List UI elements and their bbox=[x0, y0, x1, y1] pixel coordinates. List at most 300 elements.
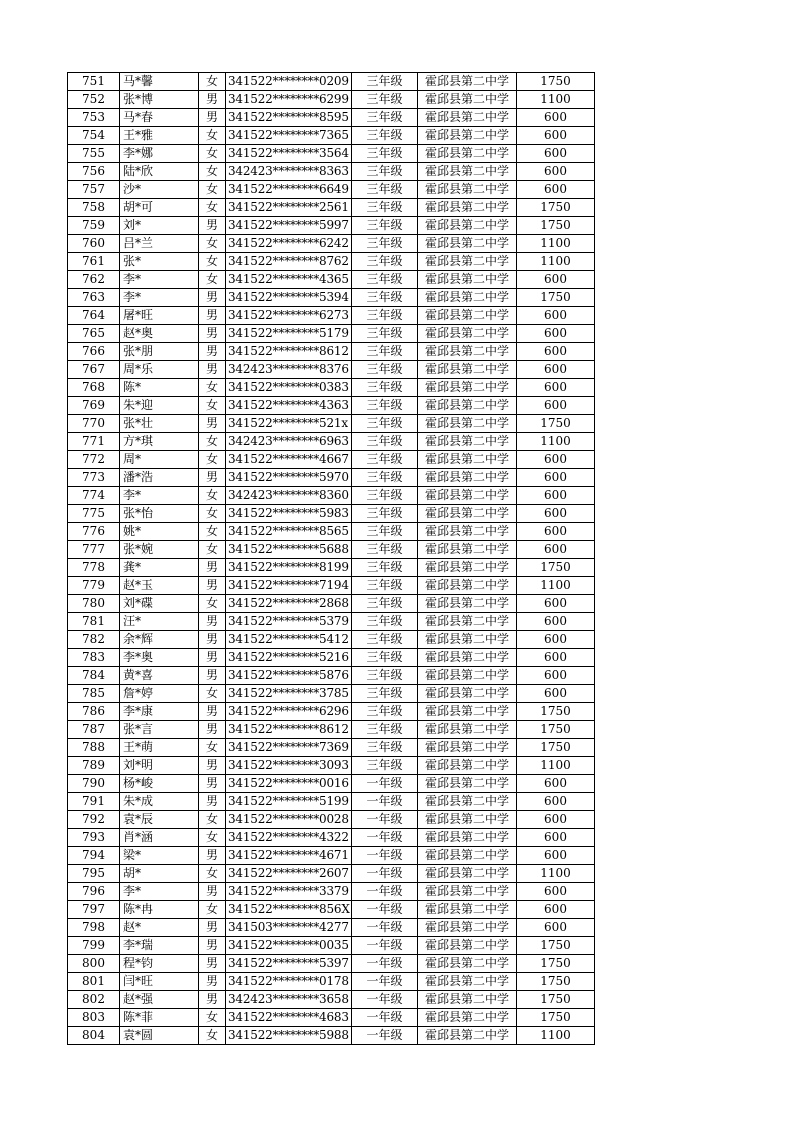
row-number-cell: 771 bbox=[68, 433, 120, 451]
row-number-cell: 763 bbox=[68, 289, 120, 307]
school-cell: 霍邱县第二中学 bbox=[418, 523, 517, 541]
row-number-cell: 770 bbox=[68, 415, 120, 433]
gender-cell: 女 bbox=[199, 199, 226, 217]
row-number-cell: 753 bbox=[68, 109, 120, 127]
id-number-cell: 342423********8376 bbox=[226, 361, 352, 379]
id-number-cell: 341522********6296 bbox=[226, 703, 352, 721]
row-number-cell: 758 bbox=[68, 199, 120, 217]
gender-cell: 女 bbox=[199, 397, 226, 415]
amount-cell: 600 bbox=[517, 505, 595, 523]
amount-cell: 600 bbox=[517, 487, 595, 505]
school-cell: 霍邱县第二中学 bbox=[418, 595, 517, 613]
row-number-cell: 752 bbox=[68, 91, 120, 109]
table-row bbox=[68, 361, 595, 379]
grade-cell: 一年级 bbox=[352, 865, 418, 883]
school-cell: 霍邱县第二中学 bbox=[418, 469, 517, 487]
school-cell: 霍邱县第二中学 bbox=[418, 289, 517, 307]
grade-cell: 三年级 bbox=[352, 649, 418, 667]
student-name-cell: 袁*圆 bbox=[120, 1027, 199, 1045]
id-number-cell: 341522********7194 bbox=[226, 577, 352, 595]
grade-cell: 一年级 bbox=[352, 973, 418, 991]
row-number-cell: 797 bbox=[68, 901, 120, 919]
amount-cell: 600 bbox=[517, 793, 595, 811]
amount-cell: 600 bbox=[517, 595, 595, 613]
row-number-cell: 804 bbox=[68, 1027, 120, 1045]
school-cell: 霍邱县第二中学 bbox=[418, 73, 517, 91]
gender-cell: 男 bbox=[199, 757, 226, 775]
amount-cell: 1750 bbox=[517, 199, 595, 217]
gender-cell: 女 bbox=[199, 1027, 226, 1045]
school-cell: 霍邱县第二中学 bbox=[418, 325, 517, 343]
id-number-cell: 341522********0209 bbox=[226, 73, 352, 91]
table-row bbox=[68, 973, 595, 991]
id-number-cell: 341522********5179 bbox=[226, 325, 352, 343]
row-number-cell: 786 bbox=[68, 703, 120, 721]
gender-cell: 男 bbox=[199, 775, 226, 793]
student-name-cell: 赵*玉 bbox=[120, 577, 199, 595]
table-row bbox=[68, 541, 595, 559]
amount-cell: 1100 bbox=[517, 577, 595, 595]
amount-cell: 600 bbox=[517, 649, 595, 667]
grade-cell: 三年级 bbox=[352, 505, 418, 523]
gender-cell: 女 bbox=[199, 901, 226, 919]
school-cell: 霍邱县第二中学 bbox=[418, 307, 517, 325]
gender-cell: 女 bbox=[199, 73, 226, 91]
amount-cell: 600 bbox=[517, 361, 595, 379]
school-cell: 霍邱县第二中学 bbox=[418, 253, 517, 271]
table-row bbox=[68, 487, 595, 505]
id-number-cell: 342423********3658 bbox=[226, 991, 352, 1009]
table-row bbox=[68, 793, 595, 811]
grade-cell: 三年级 bbox=[352, 685, 418, 703]
grade-cell: 三年级 bbox=[352, 523, 418, 541]
grade-cell: 一年级 bbox=[352, 775, 418, 793]
grade-cell: 三年级 bbox=[352, 433, 418, 451]
student-name-cell: 程*钧 bbox=[120, 955, 199, 973]
gender-cell: 男 bbox=[199, 577, 226, 595]
student-name-cell: 李* bbox=[120, 289, 199, 307]
gender-cell: 男 bbox=[199, 703, 226, 721]
school-cell: 霍邱县第二中学 bbox=[418, 901, 517, 919]
gender-cell: 男 bbox=[199, 667, 226, 685]
gender-cell: 女 bbox=[199, 235, 226, 253]
grade-cell: 三年级 bbox=[352, 487, 418, 505]
gender-cell: 女 bbox=[199, 739, 226, 757]
id-number-cell: 341522********4671 bbox=[226, 847, 352, 865]
row-number-cell: 772 bbox=[68, 451, 120, 469]
id-number-cell: 341522********5199 bbox=[226, 793, 352, 811]
amount-cell: 600 bbox=[517, 901, 595, 919]
student-name-cell: 刘*明 bbox=[120, 757, 199, 775]
amount-cell: 600 bbox=[517, 451, 595, 469]
row-number-cell: 779 bbox=[68, 577, 120, 595]
student-name-cell: 周* bbox=[120, 451, 199, 469]
grade-cell: 一年级 bbox=[352, 1027, 418, 1045]
student-name-cell: 陈*冉 bbox=[120, 901, 199, 919]
school-cell: 霍邱县第二中学 bbox=[418, 937, 517, 955]
id-number-cell: 341522********6273 bbox=[226, 307, 352, 325]
table-row bbox=[68, 217, 595, 235]
table-row bbox=[68, 325, 595, 343]
id-number-cell: 341503********4277 bbox=[226, 919, 352, 937]
amount-cell: 600 bbox=[517, 775, 595, 793]
gender-cell: 女 bbox=[199, 865, 226, 883]
student-name-cell: 汪* bbox=[120, 613, 199, 631]
id-number-cell: 341522********4363 bbox=[226, 397, 352, 415]
amount-cell: 1100 bbox=[517, 757, 595, 775]
school-cell: 霍邱县第二中学 bbox=[418, 775, 517, 793]
id-number-cell: 341522********0383 bbox=[226, 379, 352, 397]
table-row bbox=[68, 721, 595, 739]
gender-cell: 男 bbox=[199, 613, 226, 631]
table-row bbox=[68, 505, 595, 523]
grade-cell: 三年级 bbox=[352, 361, 418, 379]
table-row bbox=[68, 235, 595, 253]
row-number-cell: 791 bbox=[68, 793, 120, 811]
row-number-cell: 757 bbox=[68, 181, 120, 199]
grade-cell: 三年级 bbox=[352, 307, 418, 325]
gender-cell: 女 bbox=[199, 685, 226, 703]
school-cell: 霍邱县第二中学 bbox=[418, 433, 517, 451]
id-number-cell: 341522********4683 bbox=[226, 1009, 352, 1027]
student-name-cell: 李*奥 bbox=[120, 649, 199, 667]
grade-cell: 一年级 bbox=[352, 955, 418, 973]
table-row bbox=[68, 559, 595, 577]
amount-cell: 600 bbox=[517, 325, 595, 343]
student-name-cell: 马*馨 bbox=[120, 73, 199, 91]
id-number-cell: 341522********2607 bbox=[226, 865, 352, 883]
school-cell: 霍邱县第二中学 bbox=[418, 685, 517, 703]
id-number-cell: 341522********0035 bbox=[226, 937, 352, 955]
amount-cell: 600 bbox=[517, 919, 595, 937]
grade-cell: 三年级 bbox=[352, 289, 418, 307]
id-number-cell: 341522********0028 bbox=[226, 811, 352, 829]
row-number-cell: 766 bbox=[68, 343, 120, 361]
gender-cell: 男 bbox=[199, 955, 226, 973]
grade-cell: 三年级 bbox=[352, 613, 418, 631]
grade-cell: 三年级 bbox=[352, 181, 418, 199]
table-row bbox=[68, 343, 595, 361]
student-subsidy-table bbox=[67, 72, 595, 1045]
school-cell: 霍邱县第二中学 bbox=[418, 127, 517, 145]
amount-cell: 600 bbox=[517, 541, 595, 559]
table-row bbox=[68, 433, 595, 451]
student-name-cell: 吕*兰 bbox=[120, 235, 199, 253]
table-row bbox=[68, 631, 595, 649]
school-cell: 霍邱县第二中学 bbox=[418, 379, 517, 397]
table-row bbox=[68, 757, 595, 775]
table-row bbox=[68, 127, 595, 145]
table-row bbox=[68, 253, 595, 271]
student-name-cell: 张*壮 bbox=[120, 415, 199, 433]
id-number-cell: 341522********2868 bbox=[226, 595, 352, 613]
gender-cell: 女 bbox=[199, 811, 226, 829]
amount-cell: 1750 bbox=[517, 559, 595, 577]
school-cell: 霍邱县第二中学 bbox=[418, 883, 517, 901]
table-body bbox=[68, 73, 595, 1045]
school-cell: 霍邱县第二中学 bbox=[418, 793, 517, 811]
gender-cell: 女 bbox=[199, 379, 226, 397]
student-name-cell: 张* bbox=[120, 253, 199, 271]
school-cell: 霍邱县第二中学 bbox=[418, 829, 517, 847]
grade-cell: 三年级 bbox=[352, 217, 418, 235]
table-row bbox=[68, 91, 595, 109]
amount-cell: 600 bbox=[517, 127, 595, 145]
amount-cell: 600 bbox=[517, 613, 595, 631]
grade-cell: 三年级 bbox=[352, 397, 418, 415]
grade-cell: 一年级 bbox=[352, 1009, 418, 1027]
student-name-cell: 赵*强 bbox=[120, 991, 199, 1009]
gender-cell: 男 bbox=[199, 649, 226, 667]
grade-cell: 三年级 bbox=[352, 235, 418, 253]
id-number-cell: 341522********8199 bbox=[226, 559, 352, 577]
grade-cell: 一年级 bbox=[352, 937, 418, 955]
school-cell: 霍邱县第二中学 bbox=[418, 271, 517, 289]
school-cell: 霍邱县第二中学 bbox=[418, 361, 517, 379]
amount-cell: 1750 bbox=[517, 1009, 595, 1027]
table-row bbox=[68, 847, 595, 865]
row-number-cell: 796 bbox=[68, 883, 120, 901]
table-row bbox=[68, 685, 595, 703]
row-number-cell: 788 bbox=[68, 739, 120, 757]
row-number-cell: 762 bbox=[68, 271, 120, 289]
table-row bbox=[68, 307, 595, 325]
table-row bbox=[68, 811, 595, 829]
student-name-cell: 赵* bbox=[120, 919, 199, 937]
grade-cell: 三年级 bbox=[352, 757, 418, 775]
gender-cell: 男 bbox=[199, 109, 226, 127]
gender-cell: 男 bbox=[199, 325, 226, 343]
id-number-cell: 341522********6242 bbox=[226, 235, 352, 253]
grade-cell: 三年级 bbox=[352, 451, 418, 469]
table-row bbox=[68, 451, 595, 469]
table-row bbox=[68, 865, 595, 883]
gender-cell: 男 bbox=[199, 919, 226, 937]
gender-cell: 男 bbox=[199, 469, 226, 487]
row-number-cell: 761 bbox=[68, 253, 120, 271]
gender-cell: 女 bbox=[199, 1009, 226, 1027]
table-row bbox=[68, 937, 595, 955]
row-number-cell: 755 bbox=[68, 145, 120, 163]
row-number-cell: 792 bbox=[68, 811, 120, 829]
table-row bbox=[68, 595, 595, 613]
id-number-cell: 341522********5876 bbox=[226, 667, 352, 685]
id-number-cell: 341522********5983 bbox=[226, 505, 352, 523]
gender-cell: 男 bbox=[199, 883, 226, 901]
row-number-cell: 798 bbox=[68, 919, 120, 937]
table-row bbox=[68, 469, 595, 487]
gender-cell: 男 bbox=[199, 91, 226, 109]
student-name-cell: 屠*旺 bbox=[120, 307, 199, 325]
student-name-cell: 肖*涵 bbox=[120, 829, 199, 847]
school-cell: 霍邱县第二中学 bbox=[418, 397, 517, 415]
school-cell: 霍邱县第二中学 bbox=[418, 1027, 517, 1045]
gender-cell: 女 bbox=[199, 433, 226, 451]
grade-cell: 三年级 bbox=[352, 667, 418, 685]
gender-cell: 女 bbox=[199, 541, 226, 559]
student-name-cell: 张*朋 bbox=[120, 343, 199, 361]
amount-cell: 1750 bbox=[517, 991, 595, 1009]
student-name-cell: 李*娜 bbox=[120, 145, 199, 163]
amount-cell: 600 bbox=[517, 469, 595, 487]
id-number-cell: 341522********3785 bbox=[226, 685, 352, 703]
student-name-cell: 沙* bbox=[120, 181, 199, 199]
row-number-cell: 789 bbox=[68, 757, 120, 775]
school-cell: 霍邱县第二中学 bbox=[418, 541, 517, 559]
amount-cell: 600 bbox=[517, 523, 595, 541]
student-name-cell: 刘* bbox=[120, 217, 199, 235]
grade-cell: 三年级 bbox=[352, 73, 418, 91]
student-name-cell: 胡* bbox=[120, 865, 199, 883]
grade-cell: 三年级 bbox=[352, 541, 418, 559]
row-number-cell: 790 bbox=[68, 775, 120, 793]
gender-cell: 男 bbox=[199, 307, 226, 325]
row-number-cell: 777 bbox=[68, 541, 120, 559]
id-number-cell: 341522********3379 bbox=[226, 883, 352, 901]
gender-cell: 女 bbox=[199, 271, 226, 289]
student-name-cell: 王*雅 bbox=[120, 127, 199, 145]
row-number-cell: 769 bbox=[68, 397, 120, 415]
table-row bbox=[68, 739, 595, 757]
row-number-cell: 785 bbox=[68, 685, 120, 703]
student-name-cell: 袁*辰 bbox=[120, 811, 199, 829]
table-row bbox=[68, 523, 595, 541]
student-name-cell: 王*萌 bbox=[120, 739, 199, 757]
id-number-cell: 341522********6299 bbox=[226, 91, 352, 109]
gender-cell: 女 bbox=[199, 127, 226, 145]
student-name-cell: 黄*喜 bbox=[120, 667, 199, 685]
gender-cell: 女 bbox=[199, 253, 226, 271]
student-name-cell: 陈* bbox=[120, 379, 199, 397]
id-number-cell: 341522********5397 bbox=[226, 955, 352, 973]
row-number-cell: 802 bbox=[68, 991, 120, 1009]
row-number-cell: 764 bbox=[68, 307, 120, 325]
table-row bbox=[68, 1027, 595, 1045]
amount-cell: 600 bbox=[517, 109, 595, 127]
grade-cell: 三年级 bbox=[352, 415, 418, 433]
school-cell: 霍邱县第二中学 bbox=[418, 811, 517, 829]
gender-cell: 女 bbox=[199, 163, 226, 181]
table-row bbox=[68, 73, 595, 91]
grade-cell: 一年级 bbox=[352, 991, 418, 1009]
student-name-cell: 龚* bbox=[120, 559, 199, 577]
grade-cell: 一年级 bbox=[352, 847, 418, 865]
amount-cell: 1750 bbox=[517, 739, 595, 757]
student-name-cell: 余*辉 bbox=[120, 631, 199, 649]
school-cell: 霍邱县第二中学 bbox=[418, 181, 517, 199]
gender-cell: 女 bbox=[199, 595, 226, 613]
gender-cell: 男 bbox=[199, 289, 226, 307]
school-cell: 霍邱县第二中学 bbox=[418, 847, 517, 865]
gender-cell: 男 bbox=[199, 721, 226, 739]
amount-cell: 1750 bbox=[517, 937, 595, 955]
student-name-cell: 马*春 bbox=[120, 109, 199, 127]
table-row bbox=[68, 955, 595, 973]
gender-cell: 男 bbox=[199, 973, 226, 991]
gender-cell: 男 bbox=[199, 991, 226, 1009]
grade-cell: 三年级 bbox=[352, 145, 418, 163]
school-cell: 霍邱县第二中学 bbox=[418, 559, 517, 577]
table-row bbox=[68, 883, 595, 901]
student-name-cell: 李* bbox=[120, 487, 199, 505]
row-number-cell: 773 bbox=[68, 469, 120, 487]
school-cell: 霍邱县第二中学 bbox=[418, 955, 517, 973]
school-cell: 霍邱县第二中学 bbox=[418, 199, 517, 217]
row-number-cell: 760 bbox=[68, 235, 120, 253]
amount-cell: 1750 bbox=[517, 973, 595, 991]
school-cell: 霍邱县第二中学 bbox=[418, 865, 517, 883]
row-number-cell: 756 bbox=[68, 163, 120, 181]
grade-cell: 一年级 bbox=[352, 901, 418, 919]
school-cell: 霍邱县第二中学 bbox=[418, 991, 517, 1009]
student-name-cell: 朱*成 bbox=[120, 793, 199, 811]
school-cell: 霍邱县第二中学 bbox=[418, 145, 517, 163]
amount-cell: 600 bbox=[517, 379, 595, 397]
row-number-cell: 799 bbox=[68, 937, 120, 955]
id-number-cell: 341522********5394 bbox=[226, 289, 352, 307]
id-number-cell: 341522********4365 bbox=[226, 271, 352, 289]
id-number-cell: 341522********6649 bbox=[226, 181, 352, 199]
school-cell: 霍邱县第二中学 bbox=[418, 667, 517, 685]
grade-cell: 三年级 bbox=[352, 163, 418, 181]
student-name-cell: 李*瑞 bbox=[120, 937, 199, 955]
table-row bbox=[68, 181, 595, 199]
gender-cell: 男 bbox=[199, 847, 226, 865]
row-number-cell: 787 bbox=[68, 721, 120, 739]
amount-cell: 1100 bbox=[517, 865, 595, 883]
row-number-cell: 800 bbox=[68, 955, 120, 973]
grade-cell: 一年级 bbox=[352, 883, 418, 901]
student-name-cell: 刘*碟 bbox=[120, 595, 199, 613]
table-row bbox=[68, 163, 595, 181]
id-number-cell: 341522********5688 bbox=[226, 541, 352, 559]
amount-cell: 1750 bbox=[517, 955, 595, 973]
school-cell: 霍邱县第二中学 bbox=[418, 721, 517, 739]
id-number-cell: 341522********521x bbox=[226, 415, 352, 433]
table-row bbox=[68, 919, 595, 937]
grade-cell: 三年级 bbox=[352, 577, 418, 595]
amount-cell: 600 bbox=[517, 883, 595, 901]
grade-cell: 三年级 bbox=[352, 253, 418, 271]
table-row bbox=[68, 145, 595, 163]
row-number-cell: 793 bbox=[68, 829, 120, 847]
amount-cell: 600 bbox=[517, 685, 595, 703]
school-cell: 霍邱县第二中学 bbox=[418, 343, 517, 361]
school-cell: 霍邱县第二中学 bbox=[418, 649, 517, 667]
school-cell: 霍邱县第二中学 bbox=[418, 613, 517, 631]
amount-cell: 600 bbox=[517, 811, 595, 829]
grade-cell: 三年级 bbox=[352, 343, 418, 361]
id-number-cell: 341522********4322 bbox=[226, 829, 352, 847]
school-cell: 霍邱县第二中学 bbox=[418, 109, 517, 127]
grade-cell: 一年级 bbox=[352, 829, 418, 847]
id-number-cell: 341522********3093 bbox=[226, 757, 352, 775]
grade-cell: 三年级 bbox=[352, 703, 418, 721]
row-number-cell: 780 bbox=[68, 595, 120, 613]
gender-cell: 男 bbox=[199, 631, 226, 649]
student-name-cell: 李* bbox=[120, 271, 199, 289]
row-number-cell: 759 bbox=[68, 217, 120, 235]
amount-cell: 600 bbox=[517, 343, 595, 361]
table-row bbox=[68, 775, 595, 793]
id-number-cell: 342423********6963 bbox=[226, 433, 352, 451]
row-number-cell: 754 bbox=[68, 127, 120, 145]
school-cell: 霍邱县第二中学 bbox=[418, 973, 517, 991]
table-row bbox=[68, 649, 595, 667]
id-number-cell: 341522********2561 bbox=[226, 199, 352, 217]
school-cell: 霍邱县第二中学 bbox=[418, 505, 517, 523]
student-name-cell: 张*博 bbox=[120, 91, 199, 109]
